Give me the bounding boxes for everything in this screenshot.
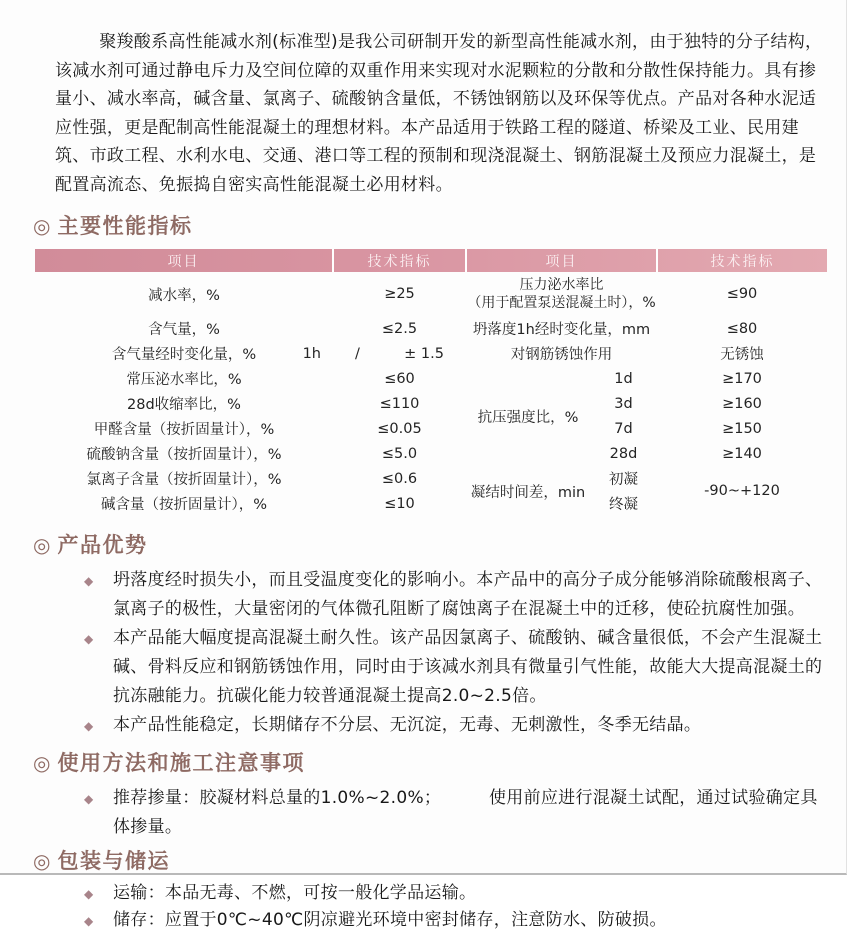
perf-value-cell: -90~+120 [704, 483, 780, 499]
perf-age-cell: 3d [614, 395, 633, 412]
table-row [35, 416, 827, 441]
usage-list [0, 784, 846, 842]
section-title-usage [33, 750, 846, 776]
table-row [35, 366, 827, 391]
section-marker-icon: ◎ [33, 751, 51, 775]
perf-value-text: ± 1.5 [404, 345, 444, 362]
section-title-text: 包装与储运 [57, 849, 170, 873]
perf-item-cell: 碱含量（按折固量计），% [100, 497, 268, 513]
perf-item-cell: 硫酸钠含量（按折固量计），% [86, 447, 282, 463]
usage-note-text: 使用前应进行混凝土试配，通过试验确定具体掺量。 [113, 788, 818, 837]
storage-text: 储存：应置于0℃~40℃阴凉避光环境中密封储存，注意防水、防破损。 [113, 910, 667, 930]
list-item [0, 784, 846, 842]
diamond-bullet-icon: ◆ [84, 914, 94, 928]
perf-value-cell: 无锈蚀 [720, 347, 764, 363]
perf-item-cell: 坍落度1h经时变化量，mm [472, 322, 651, 338]
perf-item-line1: 压力泌水率比 [519, 277, 604, 293]
perf-value-cell: ≤0.6 [381, 470, 418, 487]
section-title-packaging [33, 848, 846, 874]
section-title-performance [33, 213, 846, 239]
perf-value-cell [333, 341, 466, 366]
section-marker-icon: ◎ [33, 849, 51, 873]
list-item [0, 880, 846, 907]
perf-item-group-cell: 凝结时间差，min [470, 484, 586, 501]
table-row [35, 341, 827, 366]
transport-text: 运输：本品无毒、不燃，可按一般化学品运输。 [113, 883, 477, 903]
diamond-bullet-icon: ◆ [84, 719, 94, 733]
advantages-list [0, 566, 846, 740]
section-title-text: 主要性能指标 [57, 214, 193, 238]
perf-value-cell: ≤90 [726, 286, 758, 302]
perf-item-cell: 甲醛含量（按折固量计），% [93, 422, 275, 438]
perf-item-sublabel: 1h [302, 345, 321, 362]
table-row [35, 391, 827, 416]
perf-age-cell: 7d [614, 420, 633, 437]
performance-table [35, 249, 827, 516]
advantage-text: 本产品性能稳定，长期储存不分层、无沉淀，无毒、无刺激性，冬季无结晶。 [113, 715, 702, 735]
section-marker-icon: ◎ [33, 533, 51, 557]
header-item-left: 项目 [167, 253, 200, 270]
table-row [35, 441, 827, 466]
diamond-bullet-icon: ◆ [84, 792, 94, 806]
advantage-text: 本产品能大幅度提高混凝土耐久性。该产品因氯离子、硫酸钠、碱含量很低，不会产生混凝土碱、骨料反应和钢筋锈蚀作用，同时由于该减水剂具有微量引气性能，故能大大提高混凝土的抗冻融能力。抗碳化能力较普通混凝土提高2.0~2.5倍。 [113, 628, 823, 706]
perf-item-cell: 28d收缩率比，% [127, 397, 241, 413]
perf-item-cell: 常压泌水率比，% [126, 372, 242, 388]
perf-item-cell: 对钢筋锈蚀作用 [510, 347, 613, 363]
section-title-advantages [33, 532, 846, 558]
perf-item-group-cell: 抗压强度比，% [477, 409, 579, 426]
section-title-text: 产品优势 [57, 533, 148, 557]
advantage-text: 坍落度经时损失小，而且受温度变化的影响小。本产品中的高分子成分能够消除硫酸根离子、氯离子的极性，大量密闭的气体微孔阻断了腐蚀离子在混凝土中的迁移，使砼抗腐性加强。 [113, 570, 823, 619]
perf-value-cell: ≤0.05 [377, 420, 422, 437]
perf-item-cell: 减水率，% [148, 287, 220, 304]
list-item [0, 907, 846, 934]
table-row [35, 272, 827, 316]
usage-dosage-text: 推荐掺量：胶凝材料总量的1.0%~2.0%； [113, 788, 442, 808]
perf-item-label: 含气量经时变化量，% [111, 347, 257, 363]
intro-paragraph: 聚羧酸系高性能减水剂(标准型)是我公司研制开发的新型高性能减水剂，由于独特的分子结构，该减水剂可通过静电斥力及空间位障的双重作用来实现对水泥颗粒的分散和分散性保持能力。具有掺量小、减水率高，碱含量、氯离子、硫酸钠含量低，不锈蚀钢筋以及环保等优点。产品对各种水泥适应性强，更是配制高性能混凝土的理想材料。本产品适用于铁路工程的隧道、桥梁及工业、民用建筑、市政工程、水利水电、交通、港口等工程的预制和现浇混凝土、钢筋混凝土及预应力混凝土，是配置高流态、免振捣自密实高性能混凝土必用材料。 [55, 32, 823, 195]
table-row [35, 316, 827, 341]
perf-value-cell: ≤10 [384, 495, 415, 512]
header-item-right: 项目 [466, 249, 657, 272]
perf-item-cell: 含气量，% [148, 322, 220, 338]
perf-value-cell: ≥140 [722, 445, 762, 462]
diamond-bullet-icon: ◆ [84, 632, 94, 646]
header-spec-left: 技术指标 [333, 249, 466, 272]
section-title-text: 使用方法和施工注意事项 [57, 751, 305, 775]
table-row [35, 466, 827, 491]
perf-item-cell [35, 341, 333, 366]
diamond-bullet-icon: ◆ [84, 887, 94, 901]
section-marker-icon: ◎ [33, 214, 51, 238]
perf-value-cell: ≤5.0 [381, 445, 418, 462]
perf-item-cell: 氯离子含量（按折固量计），% [86, 472, 282, 488]
table-header-row [35, 249, 827, 272]
perf-value-cell: ≤60 [384, 370, 415, 387]
perf-value-cell: ≥150 [722, 420, 762, 437]
perf-value-cell: ≥170 [722, 370, 762, 387]
header-spec-right: 技术指标 [657, 249, 827, 272]
list-item [0, 711, 846, 740]
perf-value-slash: / [355, 345, 360, 362]
perf-value-cell: ≤80 [726, 320, 758, 337]
perf-age-cell: 初凝 [609, 472, 638, 488]
list-item [0, 624, 846, 711]
perf-age-cell: 1d [614, 370, 633, 387]
perf-item-line2: （用于配置泵送混凝土时），% [467, 295, 656, 311]
perf-age-cell: 终凝 [609, 497, 638, 513]
perf-value-cell: ≥25 [384, 286, 415, 302]
perf-value-cell: ≥160 [722, 395, 762, 412]
perf-item-cell [466, 272, 657, 316]
perf-value-cell: ≤110 [379, 395, 420, 412]
perf-value-cell: ≤2.5 [381, 320, 418, 337]
packaging-list [0, 880, 846, 934]
diamond-bullet-icon: ◆ [84, 574, 94, 588]
list-item [0, 566, 846, 624]
perf-age-cell: 28d [609, 445, 638, 462]
